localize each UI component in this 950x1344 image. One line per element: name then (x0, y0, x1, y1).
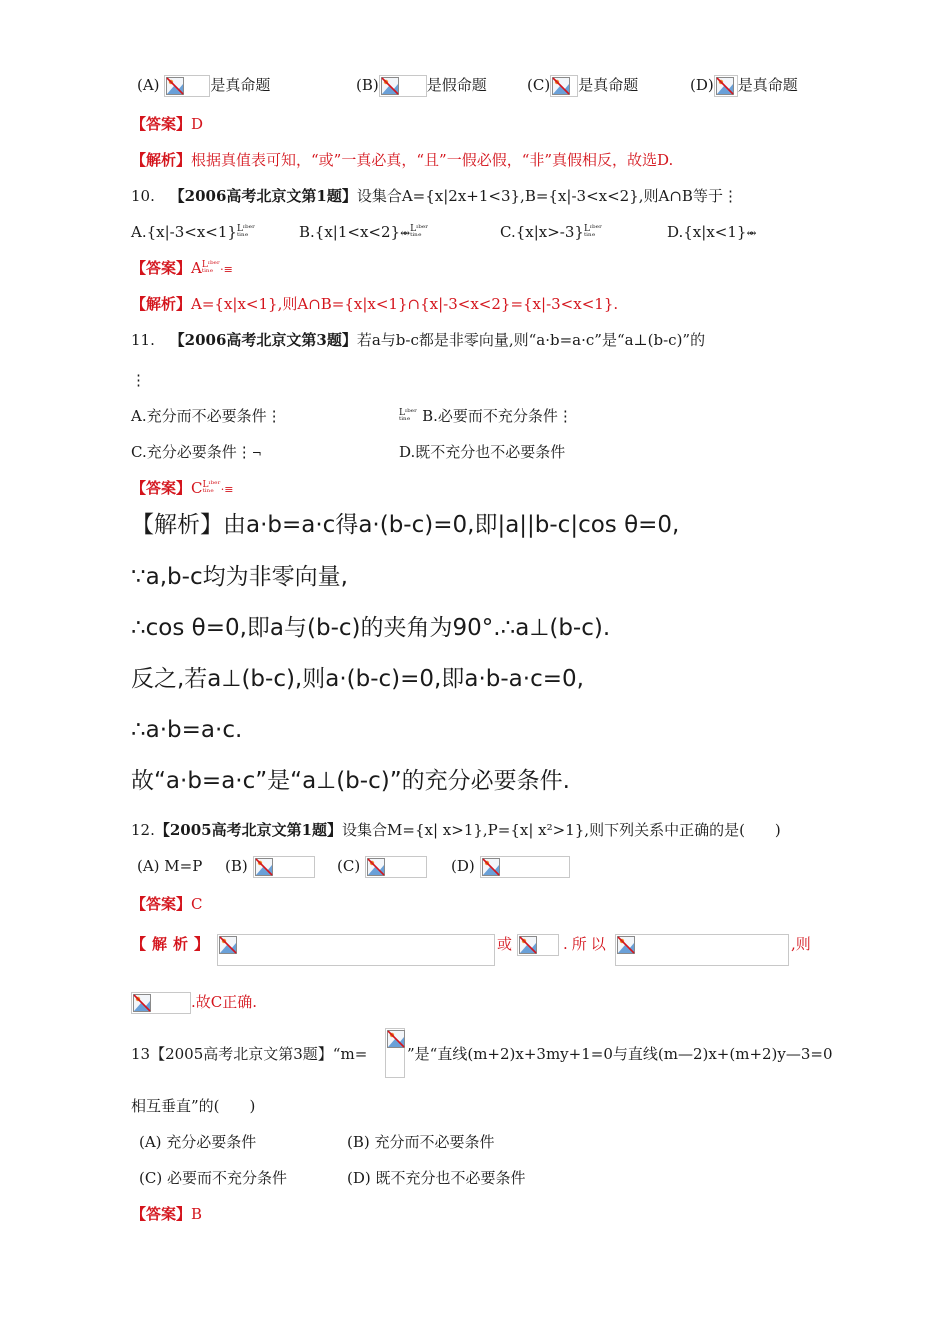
q12-option-d (451, 856, 570, 878)
garbled-glyph-icon: Lᶦᵇᵉʳ ᵗⁱⁿᵉ (236, 224, 256, 242)
question-text: 若a与b-c都是非零向量,则“a·b=a·c”是“a⊥(b-c)”的 (356, 331, 706, 349)
answer-value: D (191, 115, 204, 133)
q10-analysis (131, 294, 618, 314)
q9-option-c-label: (C) (527, 76, 551, 94)
garbled-glyph-icon: Lᶦᵇᵉʳ ᵗⁱⁿᵉ (410, 224, 429, 242)
analysis-then: ,则 (791, 935, 811, 953)
q11-option-a: A.充分而不必要条件⋮ (131, 407, 282, 425)
q10-option-a (131, 222, 255, 242)
q10-answer (131, 258, 233, 280)
option-text: A.{x|-3<x<1} (131, 223, 237, 241)
q12-option-c (337, 856, 427, 878)
analysis-or: 或 (497, 935, 513, 953)
broken-image-icon (552, 77, 570, 95)
q12-option-d-image (480, 856, 570, 878)
broken-image-icon (166, 77, 184, 95)
answer-label: 【答案】 (131, 259, 192, 277)
answer-label: 【答案】 (131, 1205, 192, 1223)
q12-option-c-image (365, 856, 427, 878)
q10-stem (131, 186, 738, 206)
q11-option-d: D.既不充分也不必要条件 (399, 443, 566, 461)
q11-analysis-line-4: 反之,若a⊥(b-c),则a·(b-c)=0,即a·b-a·c=0, (131, 666, 584, 692)
q9-option-d-text: 是真命题 (737, 76, 798, 94)
question-source: 【2006高考北京文第3题】 (169, 331, 357, 349)
option-text: D.{x|x<1} (667, 223, 747, 241)
q12-option-b-image (253, 856, 315, 878)
q13-fraction-image (385, 1028, 405, 1078)
analysis-label: 【解析】 (131, 295, 192, 313)
analysis-label: 【解析】 (131, 935, 216, 953)
q12-stem (131, 820, 819, 840)
q9-option-d-image (714, 75, 738, 97)
q13-stem (131, 1040, 833, 1076)
q9-option-a (137, 75, 270, 97)
analysis-text: 根据真值表可知，“或”一真必真，“且”一假必假，“非”真假相反，故选D. (191, 151, 674, 169)
q13-option-d: (D) 既不充分也不必要条件 (347, 1169, 526, 1187)
q12-options (137, 856, 597, 880)
analysis-label: 【解析】 (131, 151, 192, 169)
question-text: ”是“直线(m+2)x+3my+1=0与直线(m—2)x+(m+2)y—3=0 (407, 1045, 833, 1063)
q9-option-b-text: 是假命题 (426, 76, 487, 94)
q9-option-c-image (550, 75, 578, 97)
garbled-glyph-icon: Lᶦᵇᵉʳ ᵗⁱⁿᵉ (201, 260, 221, 278)
broken-image-icon (219, 936, 237, 954)
q13-option-c: (C) 必要而不充分条件 (139, 1169, 287, 1187)
question-number: 11. (131, 331, 155, 349)
q12-analysis-image-1 (217, 934, 495, 966)
q9-option-a-label: (A) (137, 76, 160, 94)
garbled-glyph-icon: Lᶦᵇᵉʳ ᵗⁱⁿᵉ (399, 408, 418, 426)
question-source: 【2006高考北京文第1题】 (169, 187, 357, 205)
q13-stem-continuation: 相互垂直”的( ) (131, 1097, 256, 1115)
q9-option-a-image (164, 75, 210, 97)
answer-label: 【答案】 (131, 895, 192, 913)
broken-image-icon (381, 77, 399, 95)
q11-stem-continuation: ⋮ (131, 371, 146, 389)
q13-option-b: (B) 充分而不必要条件 (347, 1133, 495, 1151)
answer-value: A (191, 259, 202, 277)
q9-answer (131, 114, 203, 134)
q11-stem (131, 330, 705, 350)
q9-analysis (131, 150, 673, 170)
q13-option-a: (A) 充分必要条件 (139, 1133, 257, 1151)
analysis-final-text: .故C正确. (191, 993, 258, 1011)
option-label: (C) (337, 857, 361, 875)
question-number: 12. (131, 821, 155, 839)
question-number: 10. (131, 187, 155, 205)
option-text: B.{x|1<x<2} (299, 223, 401, 241)
answer-label: 【答案】 (131, 115, 192, 133)
analysis-label-spaced (131, 934, 215, 954)
q13-answer (131, 1204, 202, 1224)
garbled-glyph-icon: Lᶦᵇᵉʳ ᵗⁱⁿᵉ (202, 480, 221, 498)
q12-analysis (131, 934, 819, 968)
option-label: (B) (225, 857, 248, 875)
broken-image-icon (482, 858, 500, 876)
broken-image-icon (387, 1030, 405, 1048)
analysis-so: .所以 (563, 935, 610, 953)
q9-option-a-text: 是真命题 (210, 76, 271, 94)
q9-option-b (356, 75, 487, 97)
q12-analysis-image-3 (615, 934, 789, 966)
broken-image-icon (716, 77, 734, 95)
question-source: 【2005高考北京文第1题】 (154, 821, 343, 839)
q9-option-d-label: (D) (690, 76, 714, 94)
q12-analysis-image-2 (517, 934, 559, 956)
q10-option-d (667, 222, 757, 243)
garbled-glyph-icon: Lᶦᵇᵉʳ ᵗⁱⁿᵉ (583, 224, 603, 242)
garbled-glyph-icon: ⥈ (400, 226, 411, 240)
garbled-glyph-icon: ·≡ (220, 263, 233, 276)
q12-option-a: (A) M=P (137, 857, 203, 875)
q11-analysis-line-5: ∴a·b=a·c. (131, 717, 243, 743)
broken-image-icon (367, 858, 385, 876)
q10-option-c (500, 222, 602, 242)
q9-option-b-label: (B) (356, 76, 379, 94)
answer-value: C (191, 895, 203, 913)
option-text: C.充分必要条件⋮ (131, 443, 252, 461)
q11-analysis-line-2: ∵a,b-c均为非零向量, (131, 564, 348, 590)
q10-option-b (299, 222, 428, 243)
answer-value: C (191, 479, 203, 497)
question-lead: 13【2005高考北京文第3题】“m= (131, 1045, 368, 1063)
q9-option-d (690, 75, 798, 97)
option-label: (D) (451, 857, 475, 875)
q11-option-c (131, 442, 262, 463)
q9-options-row (137, 75, 827, 97)
answer-label: 【答案】 (131, 479, 192, 497)
analysis-text: A={x|x<1},则A∩B={x|x<1}∩{x|-3<x<2}={x|-3<x<1}. (191, 295, 619, 313)
garbled-glyph-icon: ⥈ (746, 226, 757, 240)
q12-analysis-image-4 (131, 992, 191, 1014)
q11-analysis-line-3: ∴cos θ=0,即a与(b-c)的夹角为90°.∴a⊥(b-c). (131, 615, 611, 641)
garbled-glyph-icon: ·≡ (220, 483, 234, 496)
garbled-glyph-icon: ¬ (251, 446, 262, 460)
q12-analysis-final (131, 992, 257, 1014)
q12-answer (131, 894, 203, 914)
q11-analysis-line-6: 故“a·b=a·c”是“a⊥(b-c)”的充分必要条件. (131, 768, 570, 794)
broken-image-icon (133, 994, 151, 1012)
q9-option-c (527, 75, 638, 97)
option-text: C.{x|x>-3} (500, 223, 584, 241)
q12-option-b (225, 856, 315, 878)
question-text: 设集合A={x|2x+1<3},B={x|-3<x<2},则A∩B等于⋮ (356, 187, 738, 205)
question-text: 设集合M={x| x>1},P={x| x²>1},则下列关系中正确的是( ) (342, 821, 781, 839)
broken-image-icon (519, 936, 537, 954)
q11-analysis-line-1: 【解析】由a·b=a·c得a·(b-c)=0,即|a||b-c|cos θ=0, (131, 512, 680, 538)
option-text: B.必要而不充分条件⋮ (422, 407, 573, 425)
q11-option-b (399, 406, 573, 426)
answer-value: B (191, 1205, 203, 1223)
broken-image-icon (255, 858, 273, 876)
q11-answer (131, 478, 234, 500)
q9-option-c-text: 是真命题 (578, 76, 639, 94)
broken-image-icon (617, 936, 635, 954)
q9-option-b-image (379, 75, 427, 97)
